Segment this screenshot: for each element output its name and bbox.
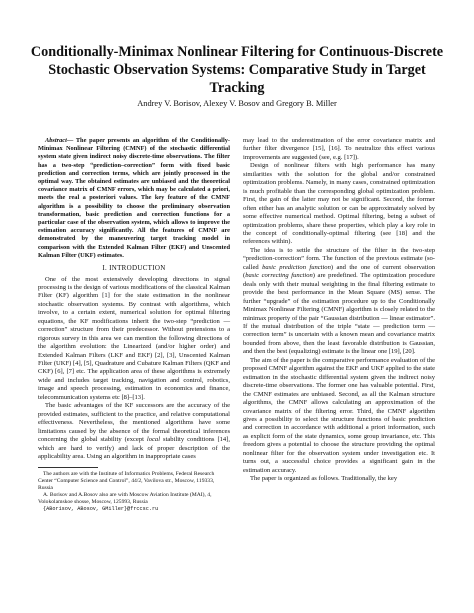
intro-paragraph-1: One of the most extensively developing directions in signal processing is the design of various modifications of the classical Kalman Filter (KF) algorithm [1] for the state estimation in the nonlinear stochastic observation systems. By contrast with algorithms, which involve, to a certain extent, numerical solution for optimal filtering equations, the KF modifications inherit the two-step “prediction — correction” structure from their predecessor. Without pretensions to a rigorous survey in this area we can mention the following directions of the algorithm evolution: the Linearized (and/or higher order) and Extended Kalman Filters (LKF and EKF) [2], [3], Unscented Kalman Filter (UKF) [4], [5], Quadrature and Cubature Kalman Filters (QKF and CKF) [6], [7] etc. The application area of these algorithms is extremely wide and includes target tracking, navigation and control, robotics, image and speech processing, estimation in economics and finance, telecommunication systems etc [8]–[13]. xyxy=(38,275,230,401)
right-column xyxy=(243,137,435,484)
footnotes xyxy=(38,471,230,513)
abstract-text: — The paper presents an algorithm of the Conditionally-Minimax Nonlinear Filtering (CMNF) of the stochastic differential system state given indirect noisy discrete-time observations. The filter has a two-step “prediction–correction” form with fixed basic prediction and correction terms, which are jointly processed in the optimal way. The obtained estimates are unbiased and the theoretical covariance matrix of CMNF errors, which may be calculated a priori, meets the real a posteriori values. The key feature of the CMNF algorithm is a possibility to choose the preliminary observation transformation, basic prediction and correction functions for a particular case of the observation system, which allows to improve the estimation accuracy significantly. All the features of CMNF are demonstrated by the maneuvering target tracking model in comparison with the Extended Kalman Filter (EKF) and Unscented Kalman Filter (UKF) estimates. xyxy=(38,137,230,259)
right-paragraph-0: may lead to the underestimation of the error covariance matrix and further filter divergence [15], [16]. To neutralize this effect various improvements are suggested (see, e.g. [17]). xyxy=(243,137,435,161)
right-paragraph-1: Design of nonlinear filters with high performance has many similarities with the solution for the global and/or constrained optimization problems. Namely, in many cases, constrained optimization is much profitable than the corresponding global optimization problem. First, the gain of the latter may not be significant. Second, the former often either has an analytic solution or can be approximately solved by some effective numerical method. Optimal filtering, being a subset of optimization problems, share these properties, which play a key role in the concept of conditionally-optimal filtering (see [18] and the references within). xyxy=(243,162,435,246)
abstract-lead: Abstract xyxy=(45,137,67,144)
section-heading-introduction: I. INTRODUCTION xyxy=(102,264,166,273)
right-paragraph-2: The idea is to settle the structure of the filter in the two-step “prediction-correction” form. The function of the previous estimate (so-called basic prediction function) and the one of current observation (basic correcting function) are predefined. The optimization procedure deals only with their mutual weighting in the final filtering estimate to provide the best performance in the Mean Square (MS) sense. The further “upgrade” of the estimation procedure up to the Conditionally Minimax Nonlinear Filtering (CMNF) algorithm is closely related to the minimax property of the pair “Gaussian distribution — linear estimator”. If the mutual distribution of the triple “state — prediction term — correction term” is uncertain with a known mean and covariance matrix bounded from above, then the least favorable distribution is Gaussian, and then the best (equalizing) estimate is the linear one [19], [20]. xyxy=(243,246,436,356)
paper-authors: Andrey V. Borisov, Alexey V. Bosov and Gregory B. Miller xyxy=(137,99,337,108)
footnote-divider xyxy=(38,467,98,468)
intro-paragraph-2: The basic advantages of the KF successors are the accuracy of the provided estimates, sufficient to the practice, and relative computational effectiveness. Nevertheless, the mentioned algorithms have some limitations caused by the absence of the formal theoretical inferences concerning the global stability (except local stability conditions [14], which are hard to verify) and lack of proper description of the applicability area. Using an algorithm in inappropriate cases xyxy=(38,402,230,461)
footnote-affiliation: The authors are with the Institute of Informatics Problems, Federal Research Center “Computer Science and Control”, 44/2, Vavilova str., Moscow, 119333, Russia xyxy=(38,471,215,492)
abstract xyxy=(38,137,230,260)
right-paragraph-3: The aim of the paper is the comparative performance evaluation of the proposed CMNF algorithm against the EKF and UKF applied to the state estimation in the stochastic differential system given the indirect noisy discrete-time observations. The former one has valuable potential. First, the CMNF estimates are unbiased. Second, as all the Kalman structure algorithms, the CMNF allows calculating an approximation of the covariance matrix of the filtering error. Third, the CMNF algorithm gives a possibility to select the structure functions of basic prediction and correction in accordance with additional a priori information, such as explicit form of the state dynamics, some group invariance, etc. This freedom gives a potential to choose the structure providing the optimal nonlinear filter for the observation system under investigation etc. It turns out, a successful choice provides a significant gain in the estimation accuracy. xyxy=(243,356,435,474)
footnote-emails: {ABorisov, ABosov, GMiller}@frccsc.ru xyxy=(43,506,159,513)
paper-title: Conditionally-Minimax Nonlinear Filtering for Continuous-Discrete Stochastic Observation Systems: Comparative Study in Target Tracking xyxy=(30,44,444,96)
left-column xyxy=(38,137,230,513)
right-paragraph-4: The paper is organized as follows. Traditionally, the key xyxy=(250,475,398,483)
footnote-mai: A. Borisov and A.Bosov also are with Moscow Aviation Institute (MAI), 4, Volokolamskoe shosse, Moscow, 125993, Russia xyxy=(38,492,212,506)
